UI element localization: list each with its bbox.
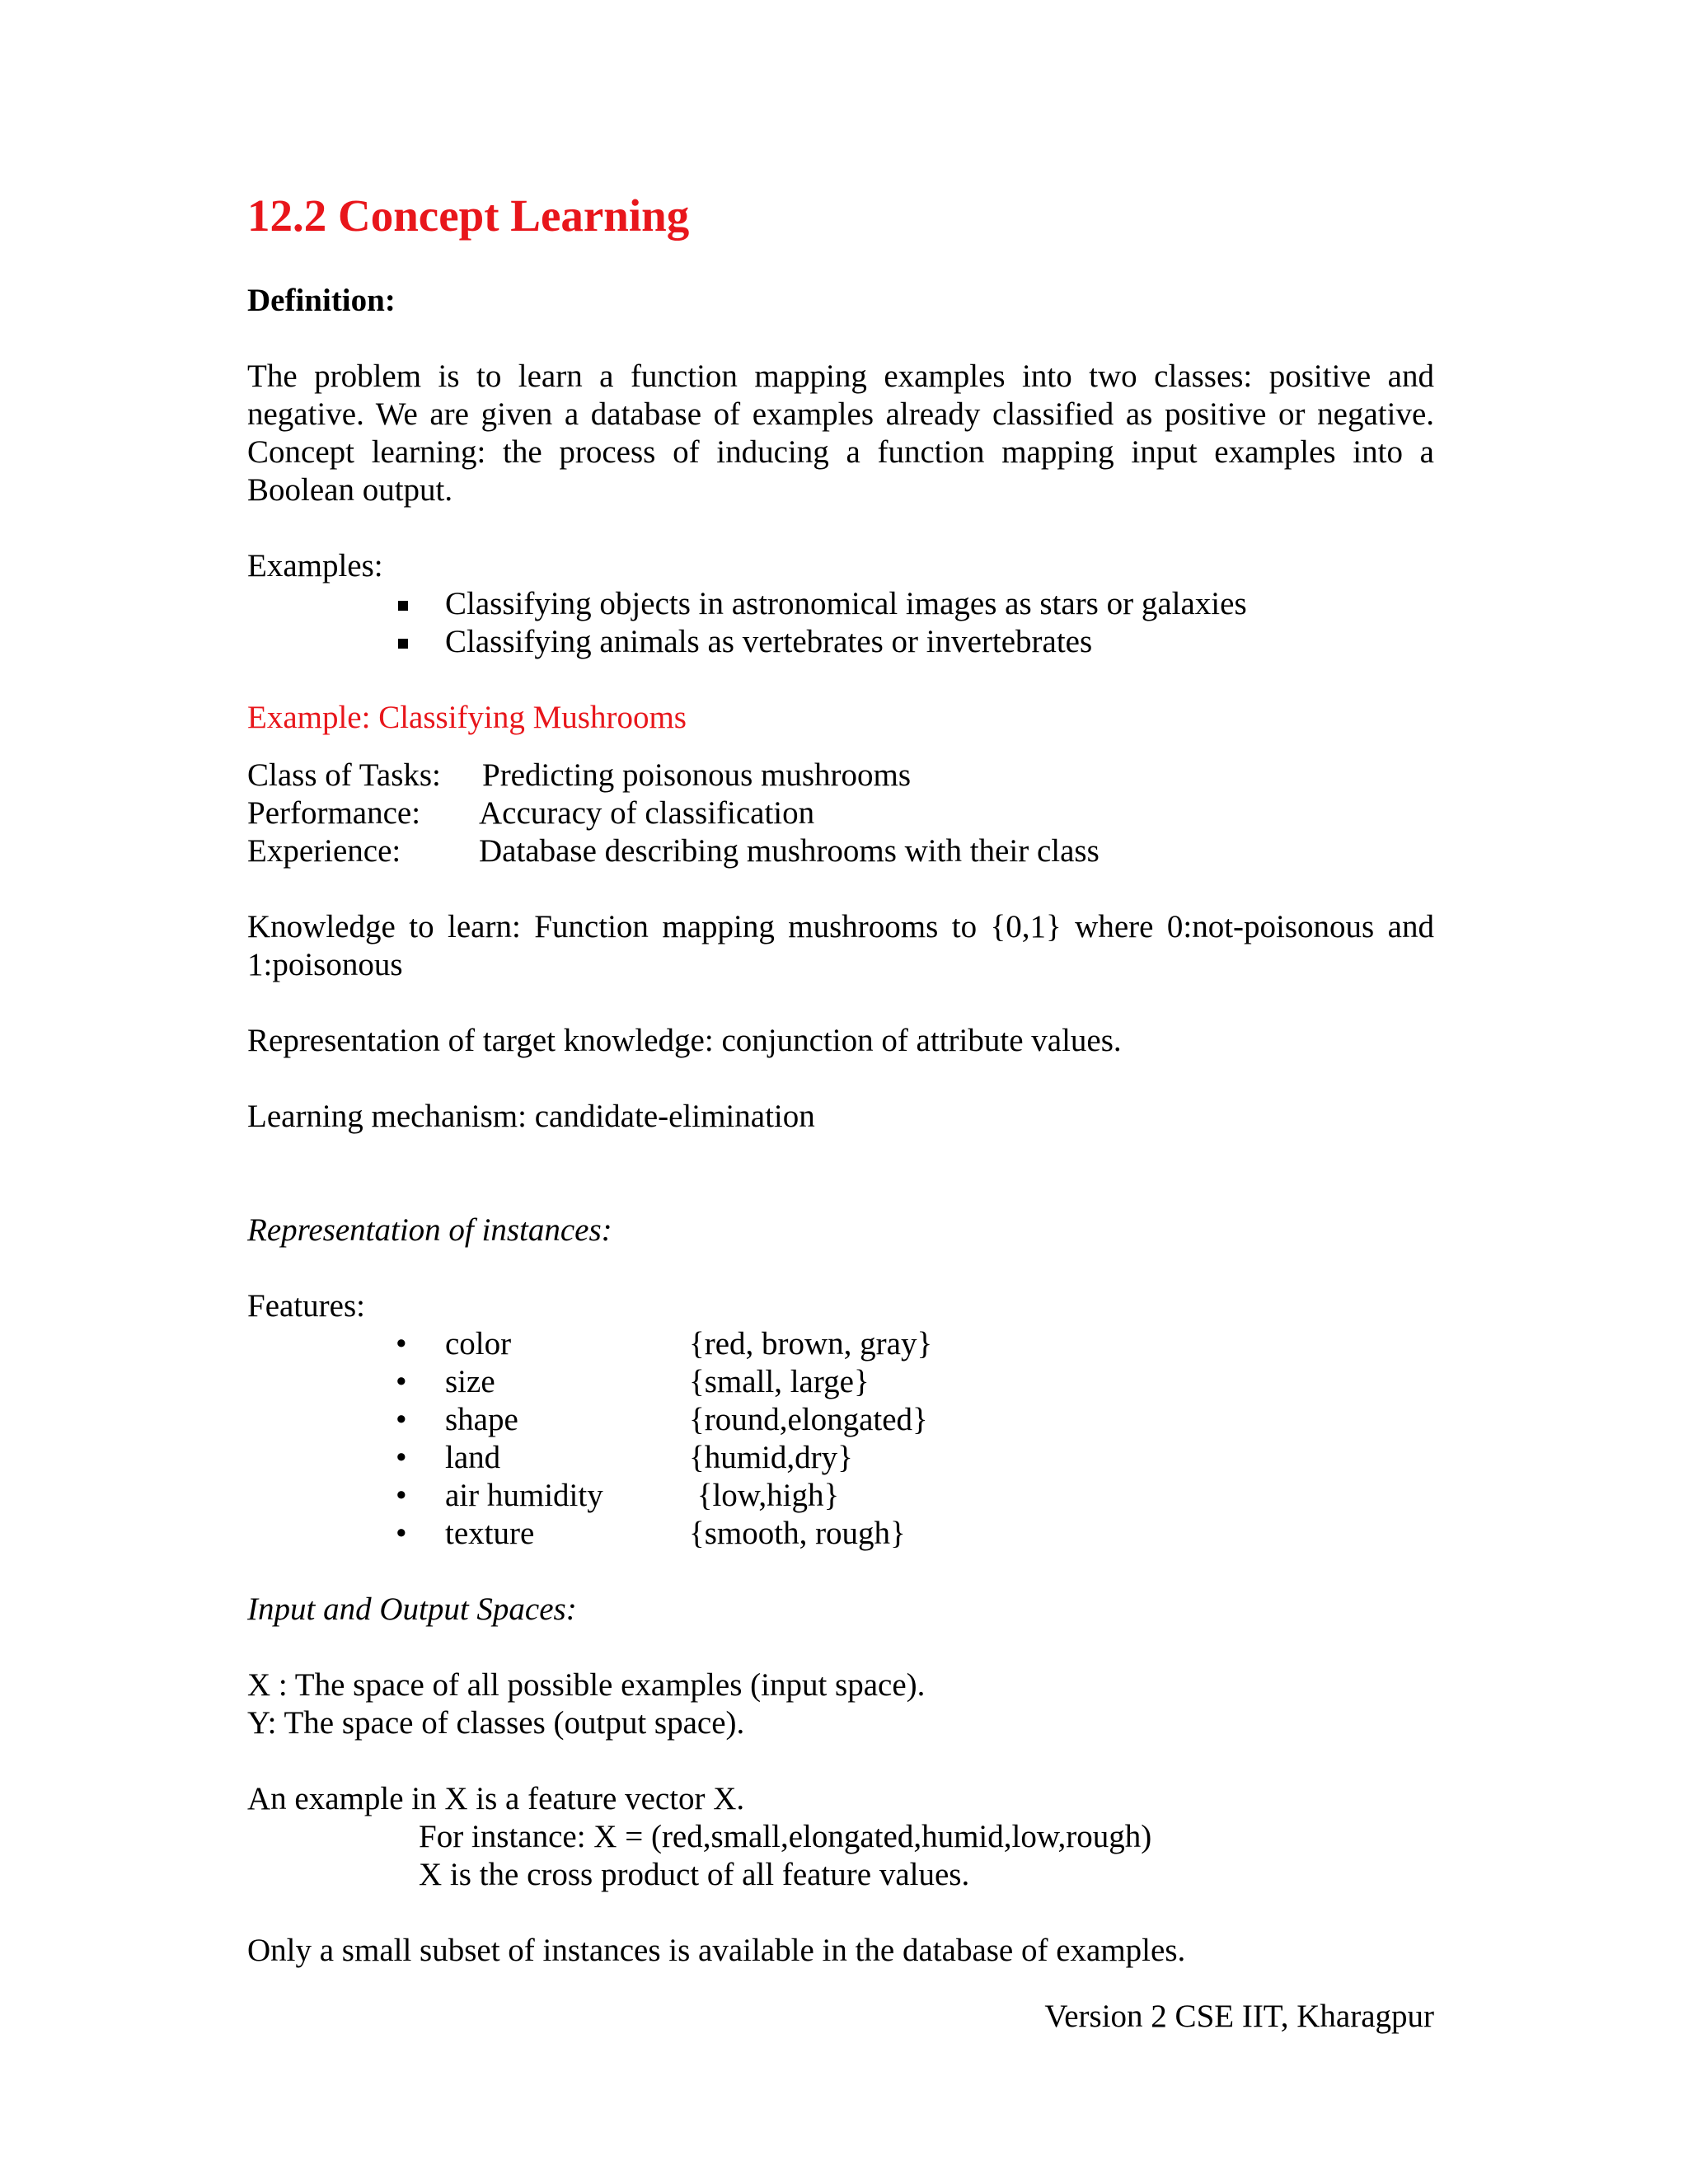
definition-heading: Definition: bbox=[247, 283, 396, 318]
task-row bbox=[247, 757, 1434, 794]
list-item bbox=[247, 1477, 1434, 1515]
x-space-line: X : The space of all possible examples (input space). bbox=[247, 1667, 926, 1703]
mushroom-example-heading: Example: Classifying Mushrooms bbox=[247, 700, 687, 735]
task-value: Database describing mushrooms with their class bbox=[479, 833, 1100, 869]
for-instance-line: For instance: X = (red,small,elongated,humid,low,rough) bbox=[419, 1819, 1152, 1854]
feature-name: • air humidity bbox=[445, 1478, 603, 1513]
list-item bbox=[247, 1439, 1434, 1477]
features-label: Features: bbox=[247, 1288, 365, 1324]
task-value: Predicting poisonous mushrooms bbox=[482, 757, 912, 793]
feature-values: {round,elongated} bbox=[689, 1402, 928, 1437]
feature-name: • land bbox=[445, 1440, 501, 1475]
list-item: Classifying animals as vertebrates or invertebrates bbox=[247, 623, 1434, 661]
cross-product-line: X is the cross product of all feature values. bbox=[419, 1857, 970, 1892]
examples-label: Examples: bbox=[247, 548, 383, 583]
page-content bbox=[247, 190, 1434, 1970]
feature-name: • size bbox=[445, 1364, 495, 1399]
knowledge-paragraph: Knowledge to learn: Function mapping mushrooms to {0,1} where 0:not-poisonous and 1:poisonous bbox=[247, 909, 1434, 982]
definition-paragraph: The problem is to learn a function mapping examples into two classes: positive and negative. We are given a database of examples already classified as positive or negative. Concept learning: the process of inducing a function mapping input examples into a Boolean output. bbox=[247, 359, 1434, 508]
feature-name: • shape bbox=[445, 1402, 518, 1437]
page-footer: Version 2 CSE IIT, Kharagpur bbox=[1044, 1999, 1434, 2034]
list-item bbox=[247, 1401, 1434, 1439]
task-definition bbox=[247, 757, 1434, 870]
subset-note: Only a small subset of instances is available in the database of examples. bbox=[247, 1933, 1186, 1968]
learning-mechanism: Learning mechanism: candidate-elimination bbox=[247, 1099, 815, 1134]
task-label: Performance: bbox=[247, 795, 421, 831]
features-list bbox=[247, 1325, 1434, 1553]
feature-name: • color bbox=[445, 1326, 512, 1361]
feature-values: {low,high} bbox=[689, 1478, 840, 1513]
task-row bbox=[247, 832, 1434, 870]
representation-target: Representation of target knowledge: conjunction of attribute values. bbox=[247, 1023, 1122, 1058]
feature-values: {humid,dry} bbox=[689, 1440, 853, 1475]
section-title: 12.2 Concept Learning bbox=[247, 190, 690, 241]
feature-values: {small, large} bbox=[689, 1364, 870, 1399]
task-label: Experience: bbox=[247, 833, 401, 869]
list-item bbox=[247, 1363, 1434, 1401]
examples-list bbox=[247, 585, 1434, 661]
y-space-line: Y: The space of classes (output space). bbox=[247, 1705, 745, 1741]
io-spaces-heading: Input and Output Spaces: bbox=[247, 1591, 577, 1627]
task-value: Accuracy of classification bbox=[479, 795, 815, 831]
list-item: Classifying objects in astronomical images as stars or galaxies bbox=[247, 585, 1434, 623]
feature-values: {red, brown, gray} bbox=[689, 1326, 933, 1361]
task-row bbox=[247, 794, 1434, 832]
representation-instances-heading: Representation of instances: bbox=[247, 1212, 612, 1248]
feature-name: • texture bbox=[445, 1516, 535, 1551]
list-item bbox=[247, 1325, 1434, 1363]
feature-vector-line: An example in X is a feature vector X. bbox=[247, 1781, 745, 1816]
feature-values: {smooth, rough} bbox=[689, 1516, 906, 1551]
list-item bbox=[247, 1515, 1434, 1553]
task-label: Class of Tasks: bbox=[247, 757, 441, 793]
